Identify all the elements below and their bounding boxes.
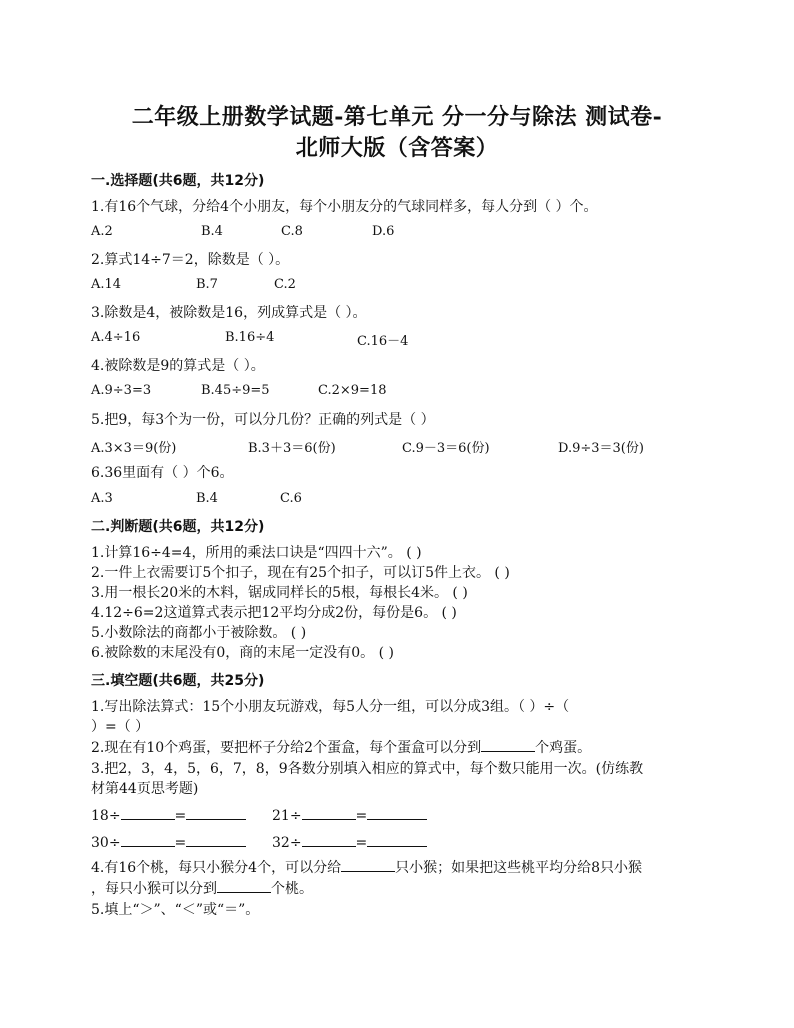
option-a: A.4÷16 [91,330,141,345]
option-b: B.7 [196,277,218,292]
answer-blank[interactable] [121,805,175,820]
section-heading-fill: 三.填空题(共6题，共25分) [91,673,265,689]
answer-blank[interactable] [302,805,356,820]
judge-item: 4.12÷6=2这道算式表示把12平均分成2份，每份是6。 ( ) [91,605,457,621]
option-a: A.3×3＝9(份) [91,441,177,456]
fill-question-5: 5.填上“＞”、“＜”或“＝”。 [91,902,260,918]
options-1-2 [91,277,731,295]
fill-question-4-text-2: 只小猴；如果把这些桃平均分给8只小猴 [395,860,642,876]
option-a: A.2 [91,224,113,239]
section-heading-choice: 一.选择题(共6题，共12分) [91,173,265,189]
option-c: C.2 [274,277,296,292]
fill-question-2 [91,737,591,757]
question-1-1: 1.有16个气球，分给4个小朋友，每个小朋友分的气球同样多，每人分到（ ）个。 [91,199,598,215]
equals-sign: = [355,808,368,824]
equation-21 [272,805,427,824]
equals-sign: = [355,835,368,851]
judge-item: 6.被除数的末尾没有0，商的末尾一定没有0。 ( ) [91,645,394,661]
equation-prefix: 18÷ [91,808,121,824]
fill-question-3-line-2: 材第44页思考题) [91,781,199,797]
answer-blank[interactable] [186,805,246,820]
fill-question-4-line-1 [91,857,642,877]
fill-question-4-suffix: 个桃。 [271,881,313,897]
option-b: B.45÷9=5 [201,383,270,398]
judge-item: 5.小数除法的商都小于被除数。 ( ) [91,625,307,641]
question-1-6: 6.36里面有（ ）个6。 [91,465,234,481]
fill-question-1-line-1: 1.写出除法算式：15个小朋友玩游戏，每5人分一组，可以分成3组。（ ）÷（ [91,699,570,715]
fill-question-2-suffix: 个鸡蛋。 [535,740,592,756]
fill-question-4-text: 4.有16个桃，每只小猴分4个，可以分给 [91,860,342,876]
options-1-6 [91,491,731,509]
options-1-4 [91,383,731,401]
equation-30 [91,832,246,851]
question-1-2: 2.算式14÷7＝2，除数是（ ）。 [91,252,290,268]
equals-sign: = [174,808,187,824]
equation-prefix: 32÷ [272,835,302,851]
page-title-line-1: 二年级上册数学试题-第七单元 分一分与除法 测试卷- [131,104,663,130]
answer-blank[interactable] [121,832,175,847]
equation-18 [91,805,246,824]
answer-blank[interactable] [217,878,271,893]
judge-item: 2.一件上衣需要订5个扣子，现在有25个扣子，可以订5件上衣。 ( ) [91,565,510,581]
page-title-line-2: 北师大版（含答案） [295,135,499,161]
fill-question-3-line-1: 3.把2，3，4，5，6，7，8，9各数分别填入相应的算式中，每个数只能用一次。(仿练教 [91,761,644,777]
answer-blank[interactable] [481,737,535,752]
option-c: C.8 [281,224,303,239]
fill-question-1-line-2: ）=（ ） [91,719,150,735]
options-1-1 [91,224,731,242]
question-1-5: 5.把9，每3个为一份，可以分几份？正确的列式是（ ） [91,412,435,428]
judge-item: 1.计算16÷4=4，所用的乘法口诀是“四四十六”。 ( ) [91,545,422,561]
equation-prefix: 30÷ [91,835,121,851]
answer-blank[interactable] [367,805,427,820]
option-c: C.6 [280,491,302,506]
answer-blank[interactable] [302,832,356,847]
option-b: B.16÷4 [225,330,275,345]
answer-blank[interactable] [367,832,427,847]
option-d: D.6 [372,224,395,239]
section-heading-judge: 二.判断题(共6题，共12分) [91,519,265,535]
equation-32 [272,832,427,851]
option-a: A.9÷3=3 [91,383,152,398]
option-a: A.3 [91,491,113,506]
fill-question-2-text: 2.现在有10个鸡蛋，要把杯子分给2个蛋盒，每个蛋盒可以分到 [91,740,482,756]
option-c: C.16－4 [357,334,409,349]
equals-sign: = [174,835,187,851]
answer-blank[interactable] [186,832,246,847]
option-d: D.9÷3＝3(份) [558,441,644,456]
fill-question-4-text-3: ，每只小猴可以分到 [91,881,217,897]
question-1-4: 4.被除数是9的算式是（ ）。 [91,358,265,374]
options-1-5 [91,437,731,455]
answer-blank[interactable] [341,857,395,872]
question-1-3: 3.除数是4，被除数是16，列成算式是（ ）。 [91,305,367,321]
option-a: A.14 [91,277,122,292]
option-b: B.4 [196,491,218,506]
option-c: C.2×9=18 [318,383,387,398]
option-b: B.4 [201,224,223,239]
judge-item: 3.用一根长20米的木料，锯成同样长的5根，每根长4米。 ( ) [91,585,468,601]
equation-prefix: 21÷ [272,808,302,824]
option-c: C.9－3＝6(份) [402,441,490,456]
option-b: B.3＋3＝6(份) [248,441,336,456]
fill-question-4-line-2 [91,878,313,898]
options-1-3 [91,330,731,348]
